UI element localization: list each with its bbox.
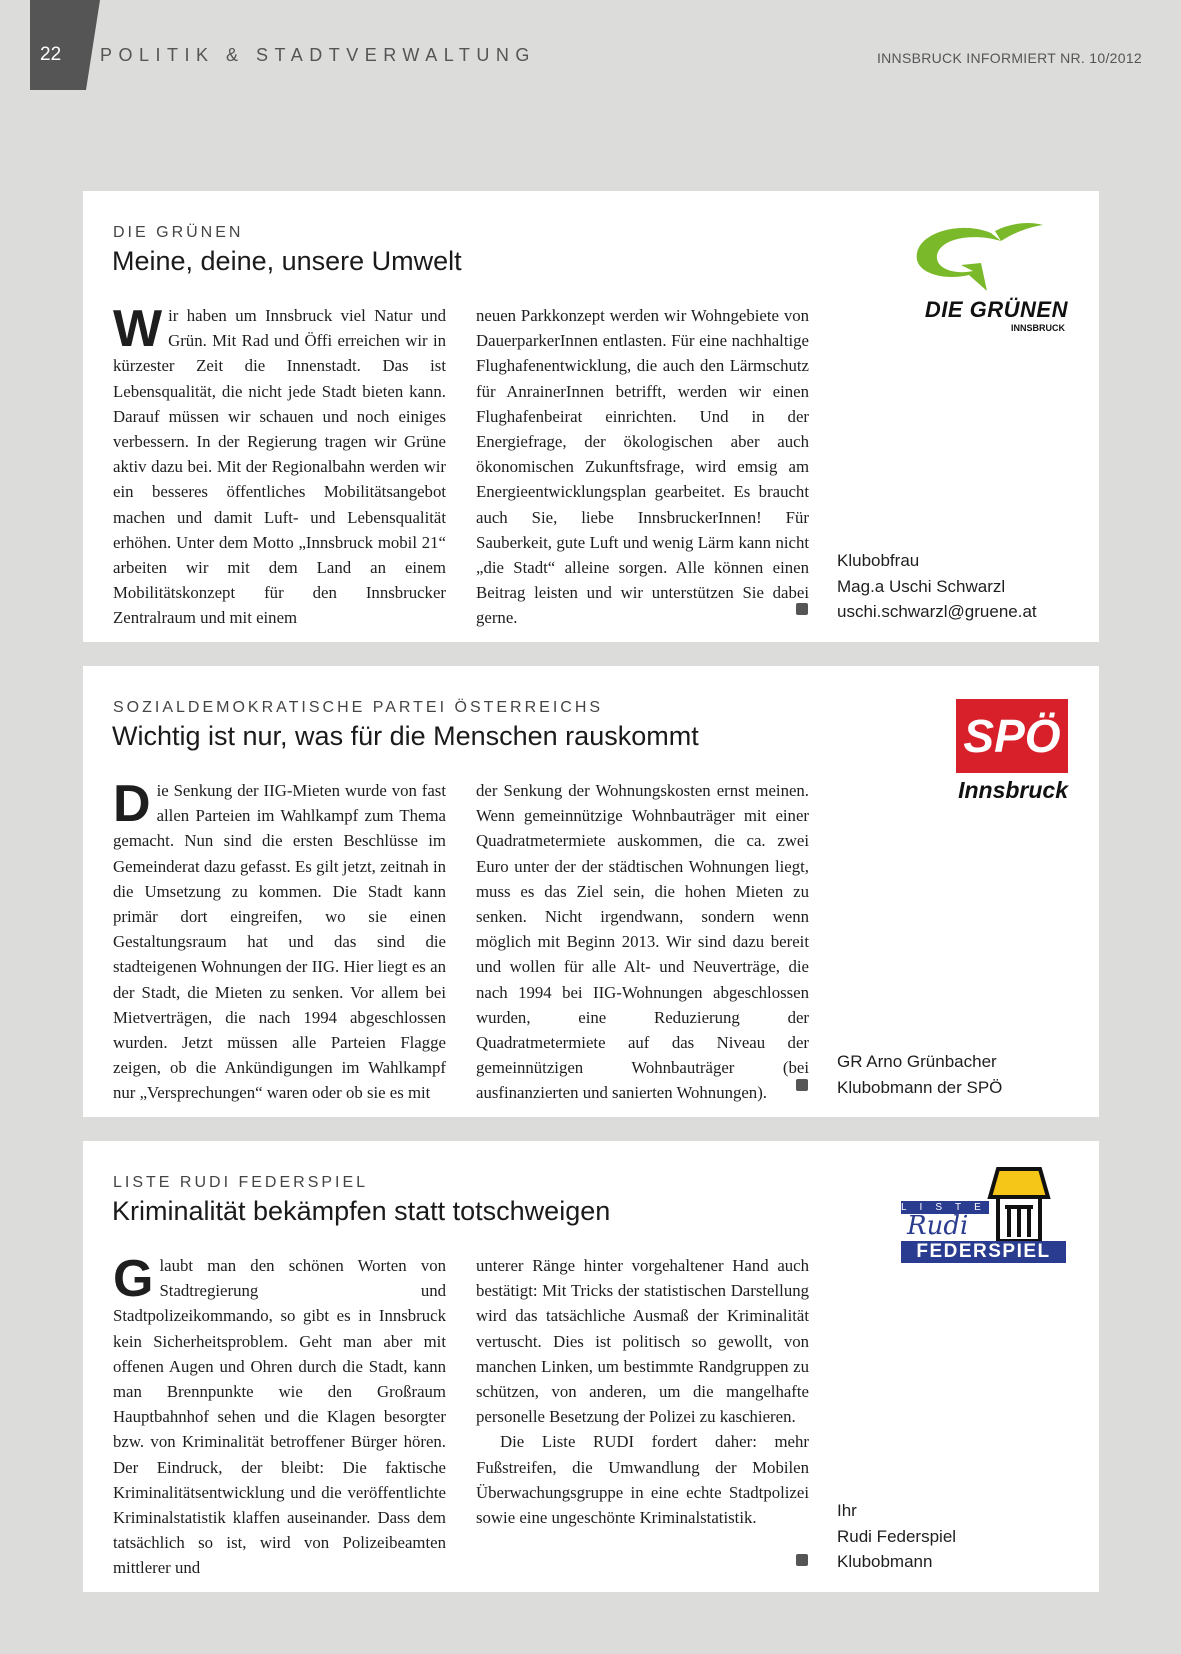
article-column-1: Glaubt man den schönen Worten von Stadtregierung und Stadtpolizeikommando, so gibt es in Innsbruck kein Sicherheitsproblem. Geht man aber mit offenen Augen und Ohren durch die Stadt, kann man Brennpunkte wie den Großraum Hauptbahnhof sehen und die Klagen besorgter bzw. von Kriminalität betroffener Bürger hören. Der Eindruck, der bleibt: Die faktische Kriminalitätsentwicklung und die veröffentlichte Kriminalstatistik klaffen auseinander. Dass dem tatsächlich so ist, wird von Polizeibeamten mittlerer und bbox=[113, 1250, 446, 1578]
gruene-logo-sub: INNSBRUCK bbox=[1011, 323, 1065, 333]
spoe-logo bbox=[956, 699, 1068, 834]
signature-line: Mag.a Uschi Schwarzl bbox=[837, 576, 1006, 596]
article-column-2: neuen Parkkonzept werden wir Wohngebiete von DauerparkerInnen entlasten. Für eine nachhaltige Flughafenentwicklung, die auch den Lärmschutz für AnrainerInnen betrifft, werden wir einen Flughafenbeirat einrichten. Und in der Energiefrage, der ökologischen aber auch ökonomischen Zukunftsfrage, wird emsig am Energieentwicklungsplan gearbeitet. Es braucht auch Sie, liebe InnsbruckerInnen! Für Sauberkeit, gute Luft und wenig Lärm kann nicht „die Stadt“ alleine sorgen. Alle können einen Beitrag leisten und wir unterstützen Sie dabei gerne. bbox=[476, 306, 809, 628]
article-headline: Meine, deine, unsere Umwelt bbox=[112, 246, 462, 276]
federspiel-logo bbox=[893, 1167, 1068, 1262]
signature bbox=[837, 548, 1087, 625]
gruene-logo bbox=[903, 219, 1068, 339]
drop-cap: D bbox=[113, 775, 151, 833]
article-headline: Wichtig ist nur, was für die Menschen rauskommt bbox=[112, 721, 699, 751]
signature-line: Ihr bbox=[837, 1501, 857, 1520]
article-column-2: der Senkung der Wohnungskosten ernst meinen. Wenn gemeinnützige Wohnbauträger mit einer Quadratmetermiete auskommen, die ca. zwei Euro unter der der städtischen Wohnungen liegt, muss es das Ziel sein, die hohen Mieten zu senken. Nicht irgendwann, sondern wenn möglich mit Beginn 2013. Wir sind dazu bereit und wollen für alle Alt- und Neuverträge, die nach 1994 bei IIG-Wohnungen abgeschlossen wurden, eine Reduzierung der Quadratmetermiete auf das Niveau der gemeinnützigen Wohnbauträger (bei ausfinanzierten und sanierten Wohnungen). bbox=[476, 781, 809, 1103]
article-federspiel bbox=[83, 1141, 1099, 1592]
signature-line: GR Arno Grünbacher bbox=[837, 1052, 997, 1071]
end-mark-icon bbox=[796, 1079, 808, 1091]
signature-line: Klubobmann der SPÖ bbox=[837, 1077, 1003, 1097]
article-spoe bbox=[83, 666, 1099, 1117]
gruene-logo-name: DIE GRÜNEN bbox=[924, 297, 1068, 322]
signature-email: uschi.schwarzl@gruene.at bbox=[837, 602, 1037, 621]
drop-cap: G bbox=[113, 1250, 154, 1308]
spoe-logo-sub: Innsbruck bbox=[958, 777, 1068, 803]
party-label: LISTE RUDI FEDERSPIEL bbox=[113, 1174, 369, 1191]
drop-cap: W bbox=[113, 300, 163, 358]
federspiel-logo-name: FEDERSPIEL bbox=[901, 1241, 1066, 1263]
end-mark-icon bbox=[796, 603, 808, 615]
article-column-2: unterer Ränge hinter vorgehaltener Hand auch bestätigt: Mit Tricks der statistischen Darstellung wird das tatsächliche Ausmaß der Kriminalität vertuscht. Dies ist politisch so gewollt, von manchen Linken, um bestimmte Randgruppen zu schützen, von anderen, um die mangelhafte personelle Besetzung der Polizei zu kaschieren. Die Liste RUDI fordert daher: mehr Fußstreifen, die Umwandlung der Mobilen Überwachungsgruppe in eine echte Stadtpolizei sowie eine ungeschönte Kriminalstatistik. bbox=[476, 1256, 809, 1528]
signature bbox=[837, 1498, 1087, 1575]
party-label: SOZIALDEMOKRATISCHE PARTEI ÖSTERREICHS bbox=[113, 699, 604, 716]
article-gruene bbox=[83, 191, 1099, 642]
issue-label: INNSBRUCK INFORMIERT NR. 10/2012 bbox=[876, 50, 1142, 66]
article-headline: Kriminalität bekämpfen statt totschweigen bbox=[112, 1196, 611, 1226]
federspiel-logo-script: Rudi bbox=[907, 1211, 969, 1241]
federspiel-logo-liste: LISTE bbox=[901, 1202, 994, 1213]
article-column-1: Wir haben um Innsbruck viel Natur und Grün. Mit Rad und Öffi erreichen wir in kürzester Zeit die Innenstadt. Das ist Lebensqualität, die nicht jede Stadt bieten kann. Darauf müssen wir schauen und noch einiges verbessern. In der Regierung tragen wir Grüne aktiv dazu bei. Mit der Regionalbahn werden wir ein besseres öffentliches Mobilitätsangebot machen und damit Luft- und Lebensqualität erhöhen. Unter dem Motto „Innsbruck mobil 21“ arbeiten wir mit dem Land an einem Mobilitätskonzept für den Innsbrucker Zentralraum und mit einem bbox=[113, 300, 446, 628]
signature-line: Rudi Federspiel bbox=[837, 1526, 957, 1546]
signature-line: Klubobfrau bbox=[837, 551, 920, 570]
section-title: POLITIK & STADTVERWALTUNG bbox=[100, 45, 536, 65]
page-number: 22 bbox=[40, 44, 62, 65]
article-column-1: Die Senkung der IIG-Mieten wurde von fast allen Parteien im Wahlkampf zum Thema gemacht. Nun sind die ersten Beschlüsse im Gemeinderat dazu gefasst. Es gilt jetzt, zeitnah in die Umsetzung zu kommen. Die Stadt kann primär dort eingreifen, wo sie einen Gestaltungsraum hat und das sind die stadteigenen Wohnungen der IIG. Hier liegt es an der Stadt, die Mieten zu senken. Vor allem bei Mietverträgen, die nach 1994 abgeschlossen wurden. Jetzt müssen alle Parteien Flagge zeigen, ob die Ankündigungen im Wahlkampf nur „Versprechungen“ waren oder ob sie es mit bbox=[113, 775, 446, 1103]
signature-line: Klubobmann bbox=[837, 1552, 933, 1571]
end-mark-icon bbox=[796, 1554, 808, 1566]
signature bbox=[837, 1049, 1087, 1100]
party-label: DIE GRÜNEN bbox=[113, 224, 244, 241]
spoe-logo-name: SPÖ bbox=[963, 710, 1061, 762]
